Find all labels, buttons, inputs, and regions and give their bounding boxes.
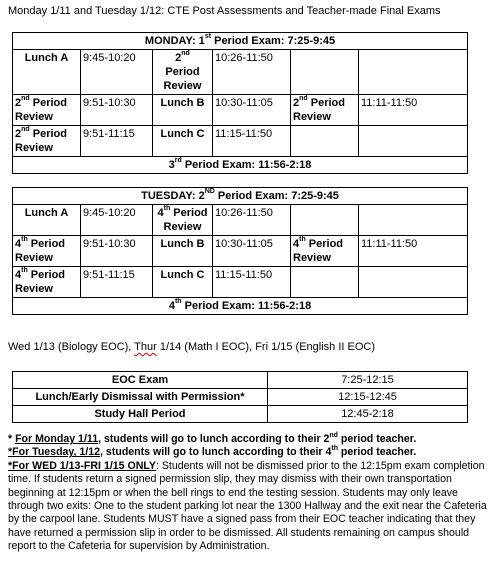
eoc-label: EOC Exam	[13, 372, 268, 389]
schedule-cell: 11:11-11:50	[359, 95, 468, 126]
tuesday-title: TUESDAY: 2ND Period Exam: 7:25-9:45	[13, 188, 468, 205]
schedule-cell	[359, 50, 468, 95]
schedule-cell: Lunch C	[153, 267, 213, 298]
schedule-cell: 9:51-10:30	[81, 95, 153, 126]
schedule-cell: 9:51-11:15	[81, 267, 153, 298]
table-row	[13, 50, 468, 95]
schedule-cell: 9:45-10:20	[81, 50, 153, 95]
wed-fri-heading: Wed 1/13 (Biology EOC), Thur 1/14 (Math I EOC), Fri 1/15 (English II EOC)	[8, 341, 376, 353]
table-row	[13, 267, 468, 298]
eoc-time: 12:15-12:45	[268, 389, 468, 406]
schedule-cell	[359, 205, 468, 236]
schedule-cell: 10:26-11:50	[213, 205, 291, 236]
schedule-cell: Lunch A	[13, 50, 81, 95]
eoc-label: Study Hall Period	[13, 406, 268, 423]
tuesday-schedule-table	[12, 187, 468, 315]
schedule-cell: 2nd Period Review	[13, 95, 81, 126]
schedule-cell	[291, 267, 359, 298]
table-row	[13, 95, 468, 126]
monday-schedule-table	[12, 32, 468, 174]
table-row	[13, 406, 468, 423]
schedule-cell: 9:51-11:15	[81, 126, 153, 157]
tuesday-afternoon-exam: 4th Period Exam: 11:56-2:18	[13, 298, 468, 315]
table-row	[13, 205, 468, 236]
schedule-cell	[291, 126, 359, 157]
table-row	[13, 372, 468, 389]
table-row	[13, 236, 468, 267]
schedule-cell	[359, 126, 468, 157]
schedule-cell: Lunch B	[153, 95, 213, 126]
eoc-time: 7:25-12:15	[268, 372, 468, 389]
dismissal-notes	[8, 433, 493, 554]
table-row	[13, 389, 468, 406]
eoc-label: Lunch/Early Dismissal with Permission*	[13, 389, 268, 406]
schedule-cell	[359, 267, 468, 298]
schedule-cell: 11:11-11:50	[359, 236, 468, 267]
table-row	[13, 126, 468, 157]
schedule-cell: 4th Period Review	[291, 236, 359, 267]
monday-title: MONDAY: 1st Period Exam: 7:25-9:45	[13, 33, 468, 50]
schedule-cell: 11:15-11:50	[213, 267, 291, 298]
note-wed-fri: *For WED 1/13-FRI 1/15 ONLY: Students will not be dismissed prior to the 12:15pm exam completion time. If students return a signed permission slip, they may dismiss with their own transportation beginning at 12:15pm or when the bell rings to end the testing session. Students may only leave through two exits: One to the student parking lot near the 1300 Hallway and the exit near the Cafeteria by the carpool lane. Students MUST have a signed pass from their EOC teacher indicating that they have returned a permission slip in order to be dismissed. All students remaining on campus should report to the Cafeteria for supervision by Administration.	[8, 459, 487, 553]
schedule-cell: 2nd Period Review	[153, 50, 213, 95]
note-monday: * For Monday 1/11, students will go to lunch according to their 2nd period teacher.	[8, 432, 417, 445]
schedule-cell: 4th Period Review	[153, 205, 213, 236]
schedule-cell: 10:26-11:50	[213, 50, 291, 95]
schedule-cell: 9:45-10:20	[81, 205, 153, 236]
schedule-cell: 4th Period Review	[13, 236, 81, 267]
schedule-cell: 10:30-11:05	[213, 95, 291, 126]
eoc-time: 12:45-2:18	[268, 406, 468, 423]
schedule-cell: Lunch B	[153, 236, 213, 267]
schedule-cell: Lunch A	[13, 205, 81, 236]
schedule-cell: Lunch C	[153, 126, 213, 157]
schedule-cell: 9:51-10:30	[81, 236, 153, 267]
schedule-cell	[291, 50, 359, 95]
schedule-cell: 10:30-11:05	[213, 236, 291, 267]
schedule-cell: 11:15-11:50	[213, 126, 291, 157]
monday-afternoon-exam: 3rd Period Exam: 11:56-2:18	[13, 157, 468, 174]
schedule-cell	[291, 205, 359, 236]
schedule-cell: 2nd Period Review	[13, 126, 81, 157]
page-heading: Monday 1/11 and Tuesday 1/12: CTE Post Assessments and Teacher-made Final Exams	[8, 5, 441, 17]
eoc-schedule-table	[12, 371, 468, 423]
schedule-cell: 2nd Period Review	[291, 95, 359, 126]
note-tuesday: *For Tuesday, 1/12, students will go to lunch according to their 4th period teacher.	[8, 445, 417, 459]
schedule-cell: 4th Period Review	[13, 267, 81, 298]
